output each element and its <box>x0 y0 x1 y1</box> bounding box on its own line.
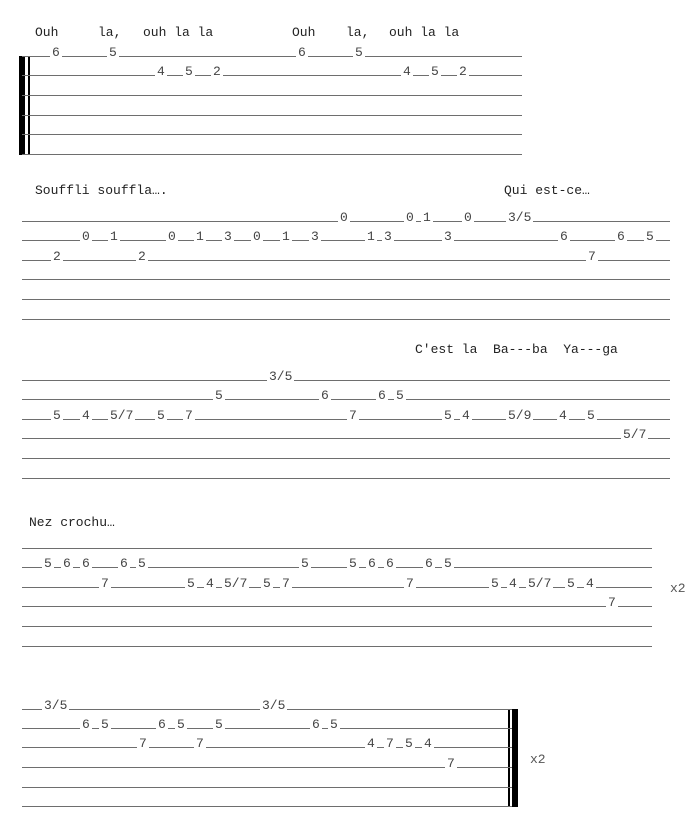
fret-number: 1 <box>110 229 118 244</box>
string-line-4 <box>22 767 512 768</box>
fret-number: 2 <box>213 64 221 79</box>
fret-number: 1 <box>367 229 375 244</box>
fret-number: 6 <box>82 717 90 732</box>
repeat-count: x2 <box>670 581 686 596</box>
fret-number: 1 <box>282 229 290 244</box>
fret-number: 2 <box>138 249 146 264</box>
fret-number: 5 <box>355 45 363 60</box>
fret-number: 1 <box>423 210 431 225</box>
fret-number: 7 <box>608 595 616 610</box>
string-line-4 <box>22 279 670 280</box>
fret-number: 7 <box>386 736 394 751</box>
fret-number: 4 <box>586 576 594 591</box>
fret-number: 7 <box>139 736 147 751</box>
fret-number: 5/7 <box>623 427 647 442</box>
fret-number: 0 <box>340 210 348 225</box>
fret-number: 7 <box>406 576 414 591</box>
fret-number: 0 <box>168 229 176 244</box>
fret-number: 2 <box>459 64 467 79</box>
string-line-4 <box>22 606 652 607</box>
fret-number: 4 <box>559 408 567 423</box>
fret-number: 1 <box>196 229 204 244</box>
string-line-5 <box>22 626 652 627</box>
string-line-5 <box>22 299 670 300</box>
string-line-6 <box>22 806 512 807</box>
fret-number: 7 <box>185 408 193 423</box>
fret-number: 4 <box>157 64 165 79</box>
fret-number: 6 <box>52 45 60 60</box>
fret-number: 4 <box>367 736 375 751</box>
string-line-3 <box>22 260 670 261</box>
fret-number: 5/7 <box>528 576 552 591</box>
lyric: la, <box>346 25 370 40</box>
fret-number: 7 <box>196 736 204 751</box>
string-line-1 <box>22 548 652 549</box>
end-repeat-thin-bar <box>508 709 510 807</box>
string-line-2 <box>22 567 652 568</box>
fret-number: 5 <box>405 736 413 751</box>
fret-number: 4 <box>462 408 470 423</box>
string-line-2 <box>22 75 522 76</box>
fret-number: 4 <box>403 64 411 79</box>
fret-number: 5 <box>646 229 654 244</box>
fret-number: 5 <box>44 556 52 571</box>
fret-number: 3/5 <box>508 210 532 225</box>
fret-number: 6 <box>617 229 625 244</box>
start-repeat-thin-bar <box>28 56 30 155</box>
string-line-4 <box>22 438 670 439</box>
fret-number: 6 <box>368 556 376 571</box>
fret-number: 5 <box>301 556 309 571</box>
fret-number: 5 <box>587 408 595 423</box>
fret-number: 3/5 <box>44 698 68 713</box>
fret-number: 6 <box>82 556 90 571</box>
fret-number: 5 <box>444 556 452 571</box>
fret-number: 5 <box>349 556 357 571</box>
fret-number: 6 <box>560 229 568 244</box>
fret-number: 6 <box>386 556 394 571</box>
string-line-4 <box>22 115 522 116</box>
string-line-6 <box>22 319 670 320</box>
lyric: Souffli souffla…. <box>35 183 168 198</box>
fret-number: 3 <box>224 229 232 244</box>
fret-number: 5 <box>431 64 439 79</box>
fret-number: 5 <box>444 408 452 423</box>
fret-number: 3 <box>384 229 392 244</box>
fret-number: 4 <box>424 736 432 751</box>
fret-number: 4 <box>206 576 214 591</box>
fret-number: 5 <box>187 576 195 591</box>
end-repeat-thick-bar <box>512 709 518 807</box>
fret-number: 5 <box>330 717 338 732</box>
string-line-6 <box>22 154 522 155</box>
lyric: C'est la Ba---ba Ya---ga <box>415 342 618 357</box>
fret-number: 5 <box>53 408 61 423</box>
fret-number: 4 <box>509 576 517 591</box>
fret-number: 0 <box>82 229 90 244</box>
fret-number: 6 <box>321 388 329 403</box>
fret-number: 6 <box>425 556 433 571</box>
string-line-1 <box>22 380 670 381</box>
fret-number: 7 <box>282 576 290 591</box>
lyric: Ouh <box>292 25 316 40</box>
string-line-3 <box>22 95 522 96</box>
fret-number: 7 <box>588 249 596 264</box>
fret-number: 5 <box>567 576 575 591</box>
fret-number: 3 <box>444 229 452 244</box>
lyric: la, <box>98 25 122 40</box>
string-line-5 <box>22 458 670 459</box>
fret-number: 0 <box>253 229 261 244</box>
fret-number: 6 <box>158 717 166 732</box>
fret-number: 7 <box>349 408 357 423</box>
fret-number: 5 <box>215 388 223 403</box>
string-line-2 <box>22 728 512 729</box>
fret-number: 5 <box>157 408 165 423</box>
string-line-5 <box>22 134 522 135</box>
fret-number: 6 <box>298 45 306 60</box>
fret-number: 5/7 <box>224 576 248 591</box>
string-line-3 <box>22 747 512 748</box>
fret-number: 0 <box>464 210 472 225</box>
fret-number: 7 <box>101 576 109 591</box>
fret-number: 5 <box>109 45 117 60</box>
fret-number: 5 <box>185 64 193 79</box>
start-repeat-thick-bar <box>19 56 25 155</box>
fret-number: 5/9 <box>508 408 532 423</box>
fret-number: 5 <box>263 576 271 591</box>
fret-number: 5 <box>215 717 223 732</box>
fret-number: 5 <box>101 717 109 732</box>
string-line-6 <box>22 646 652 647</box>
fret-number: 2 <box>53 249 61 264</box>
lyric: Ouh <box>35 25 59 40</box>
fret-number: 5 <box>491 576 499 591</box>
string-line-5 <box>22 787 512 788</box>
fret-number: 6 <box>63 556 71 571</box>
fret-number: 3/5 <box>262 698 286 713</box>
string-line-2 <box>22 399 670 400</box>
fret-number: 3 <box>311 229 319 244</box>
fret-number: 0 <box>406 210 414 225</box>
fret-number: 4 <box>82 408 90 423</box>
fret-number: 5 <box>396 388 404 403</box>
fret-number: 3/5 <box>269 369 293 384</box>
fret-number: 5 <box>177 717 185 732</box>
string-line-3 <box>22 587 652 588</box>
string-line-1 <box>22 56 522 57</box>
lyric: Qui est-ce… <box>504 183 590 198</box>
fret-number: 5 <box>138 556 146 571</box>
fret-number: 6 <box>120 556 128 571</box>
repeat-count: x2 <box>530 752 546 767</box>
fret-number: 6 <box>312 717 320 732</box>
fret-number: 7 <box>447 756 455 771</box>
string-line-6 <box>22 478 670 479</box>
fret-number: 6 <box>378 388 386 403</box>
lyric: Nez crochu… <box>29 515 115 530</box>
fret-number: 5/7 <box>110 408 134 423</box>
lyric: ouh la la <box>143 25 214 40</box>
lyric: ouh la la <box>389 25 460 40</box>
